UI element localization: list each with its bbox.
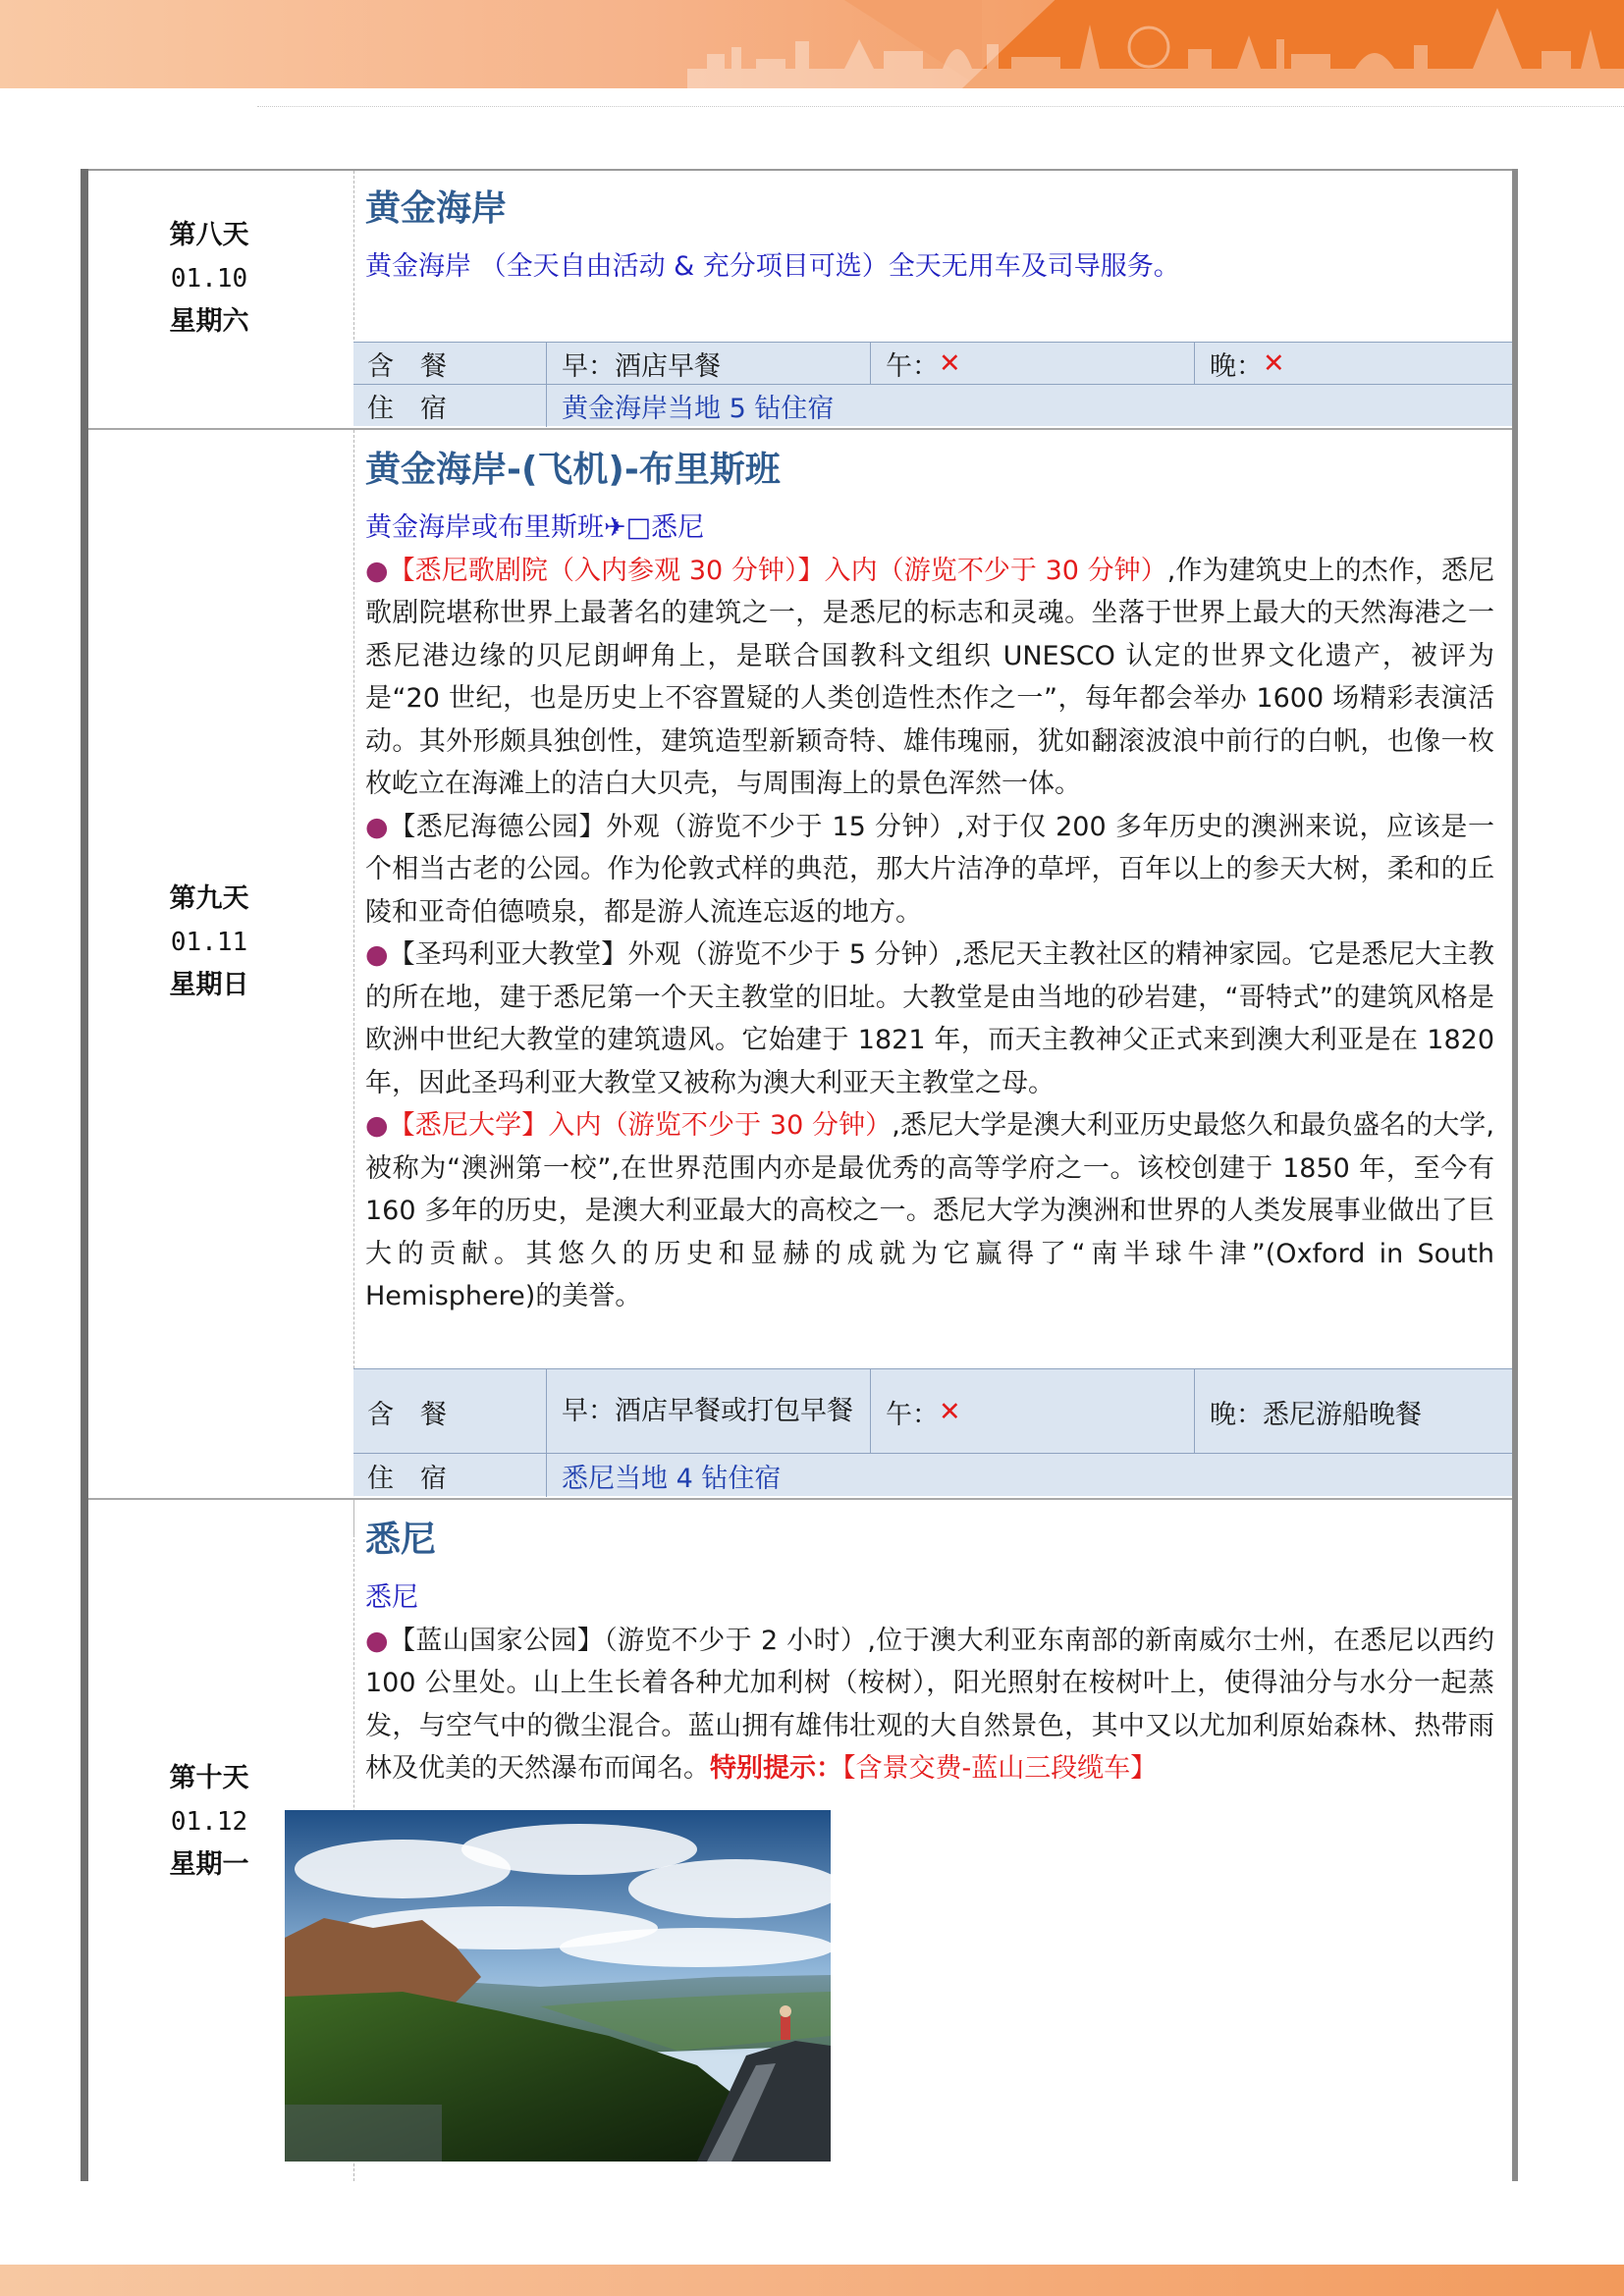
- day-10-label: 第十天 01.12 星期一: [169, 1763, 249, 1880]
- day-9-lunch: 午： ✕: [886, 1396, 961, 1430]
- city-skyline-icon: [687, 0, 1624, 88]
- day-8-meal-table: [353, 342, 1512, 426]
- day-10-content: [365, 1516, 1494, 1790]
- day-8-route: 黄金海岸 （全天自由活动 & 充分项目可选）全天无用车及司导服务。: [365, 251, 1180, 282]
- sydney-opera-house-paragraph: ●【悉尼歌剧院（入内参观 30 分钟）】入内（游览不少于 30 分钟）,作为建筑史上的杰作，悉尼歌剧院堪称世界上最著名的建筑之一，是悉尼的标志和灵魂。坐落于世界上最大的天然海港之一悉尼港边缘的贝尼朗岬角上，是联合国教科文组织 UNESCO 认定的世界文化遗产，被评为是“20 世纪，也是历史上不容置疑的人类创造性杰作之一”，每年都会举办 1600 场精彩表演活动。其外形颇具独创性，建筑造型新颖奇特、雄伟瑰丽，犹如翻滚波浪中前行的白帆，也像一枚枚屹立在海滩上的洁白大贝壳，与周围海上的景色浑然一体。: [365, 555, 1495, 799]
- day-8-title: 黄金海岸: [365, 188, 508, 229]
- day-9-label: 第九天 01.11 星期日: [169, 883, 249, 1000]
- footer-band: [0, 2265, 1624, 2296]
- st-marys-cathedral-paragraph: ●【圣玛利亚大教堂】外观（游览不少于 5 分钟）,悉尼天主教社区的精神家园。它是悉尼大主教的所在地，建于悉尼第一个天主教堂的旧址。大教堂是由当地的砂岩建，“哥特式”的建筑风格是欧洲中世纪大教堂的建筑遗风。它始建于 1821 年，而天主教神父正式来到澳大利亚是在 1820 年，因此圣玛利亚大教堂又被称为澳大利亚天主教堂之母。: [365, 939, 1494, 1098]
- day-9-meal-table: [353, 1368, 1512, 1496]
- header-band: [0, 0, 1624, 88]
- day-9-breakfast: 早：酒店早餐或打包早餐: [562, 1396, 853, 1426]
- day-10-route: 悉尼: [365, 1582, 418, 1613]
- header-divider: [257, 106, 1624, 107]
- day-8-hotel-row: 住 宿 黄金海岸当地 5 钻住宿: [353, 384, 1512, 427]
- day-8-lunch: 午： ✕: [886, 348, 961, 382]
- day-9-hotel: 悉尼当地 4 钻住宿: [562, 1463, 782, 1494]
- day-8-content: [365, 185, 1494, 289]
- day-9-title: 黄金海岸-(飞机)-布里斯班: [365, 450, 781, 490]
- day-9-route: 黄金海岸或布里斯班✈□悉尼: [365, 512, 705, 543]
- day-8-hotel: 黄金海岸当地 5 钻住宿: [562, 394, 835, 424]
- day-10-title: 悉尼: [365, 1520, 437, 1560]
- hyde-park-paragraph: ●【悉尼海德公园】外观（游览不少于 15 分钟）,对于仅 200 多年历史的澳洲来说，应该是一个相当古老的公园。作为伦敦式样的典范，那大片洁净的草坪，百年以上的参天大树，柔和的丘陵和亚奇伯德喷泉，都是游人流连忘返的地方。: [365, 811, 1494, 928]
- day-8-label: 第八天 01.10 星期六: [169, 220, 249, 337]
- day-9-hotel-row: 住 宿 悉尼当地 4 钻住宿: [353, 1453, 1512, 1497]
- day-8-dinner: 晚： ✕: [1210, 348, 1285, 382]
- day-9-dinner: 晚： 悉尼游船晚餐: [1210, 1399, 1422, 1430]
- university-of-sydney-paragraph: ●【悉尼大学】入内（游览不少于 30 分钟）,悉尼大学是澳大利亚历史最悠久和最负盛名的大学,被称为“澳洲第一校”,在世界范围内亦是最优秀的高等学府之一。该校创建于 1850 年，至今有 160 多年的历史，是澳大利亚最大的高校之一。悉尼大学为澳洲和世界的人类发展事业做出了巨大的贡献。其悠久的历史和显赫的成就为它赢得了“南半球牛津”(Oxford in South Hemisphere)的美誉。: [365, 1110, 1494, 1311]
- day-9-meals-row: 含 餐 早：酒店早餐或打包早餐 午： ✕ 晚： 悉尼游船晚餐: [353, 1368, 1512, 1454]
- day-8-meals-row: 含 餐 早：酒店早餐 午： ✕ 晚： ✕: [353, 342, 1512, 385]
- blue-mountains-photo: [285, 1810, 831, 2162]
- day-8-breakfast: 早：酒店早餐: [562, 351, 721, 382]
- day-9-content: [365, 446, 1494, 1318]
- blue-mountains-paragraph: ●【蓝山国家公园】（游览不少于 2 小时）,位于澳大利亚东南部的新南威尔士州，在悉尼以西约 100 公里处。山上生长着各种尤加利树（桉树），阳光照射在桉树叶上，使得油分与水分一起蒸发，与空气中的微尘混合。蓝山拥有雄伟壮观的大自然景色，其中又以尤加利原始森林、热带雨林及优美的天然瀑布而闻名。特别提示：【含景交费-蓝山三段缆车】: [365, 1625, 1495, 1784]
